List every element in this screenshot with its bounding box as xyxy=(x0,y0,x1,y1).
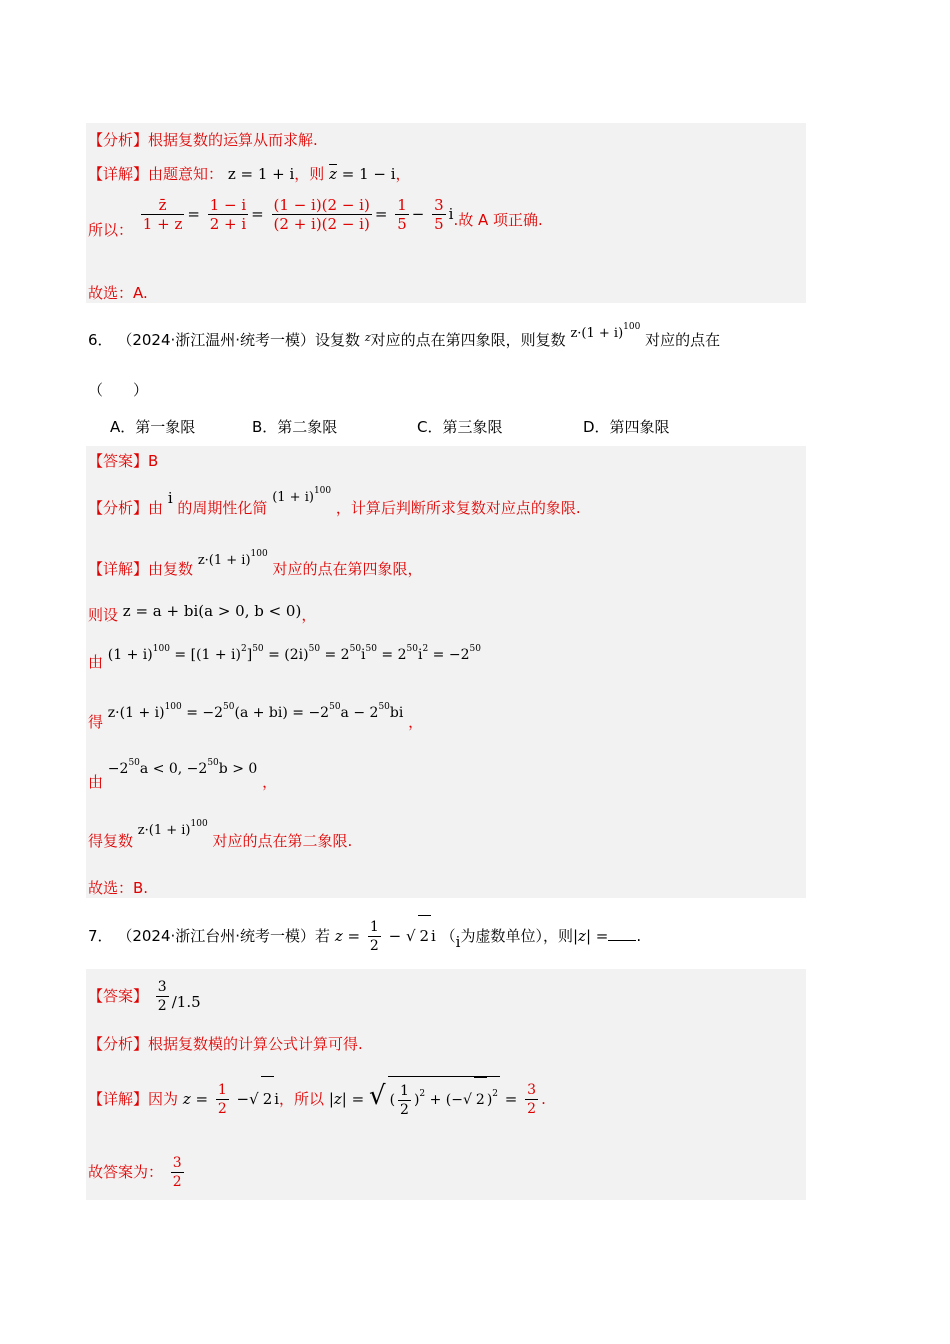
conclusion-text: .故 A 项正确. xyxy=(453,211,543,229)
q6-analysis-line: 【分析】由 i 的周期性化简 $(1 + i)^{100}$ ，计算后判断所求复数对应点的象限. xyxy=(88,486,581,517)
detail-result-fraction: $\frac{3}{2}$ xyxy=(527,1082,537,1117)
fraction-one-fifth: $\frac{1}{5}$ xyxy=(397,196,407,233)
option-d[interactable]: D．第四象限 xyxy=(583,418,670,436)
one-half-fraction: $\frac{1}{2}$ xyxy=(369,919,379,954)
z-bar: $\overline{z}$ xyxy=(329,165,337,183)
answer-tag: 【答案】 xyxy=(88,452,149,470)
detail-expression: $z\cdot(1 + i)^{100}$ xyxy=(197,549,268,568)
q6-get-line: 得 $z\cdot(1 + i)^{100} = -2^{50}(a + bi) = -2^{50}a - 2^{50}bi$ ， xyxy=(88,702,424,731)
q6-choice-line: 故选：B. xyxy=(88,879,149,897)
detail-tag: 【详解】 xyxy=(88,165,149,183)
q7-final-line: 故答案为： $\frac{3}{2}$ xyxy=(88,1155,182,1190)
fraction-1mi-over-2pi: $\frac{1 - i}{2 + i}$ xyxy=(209,196,247,233)
p5-detail-line xyxy=(88,164,411,184)
detail-half-fraction: $\frac{1}{2}$ xyxy=(217,1082,227,1117)
choice-text: 故选：A. xyxy=(88,284,148,302)
q7-answer-line: 【答案】 $\frac{3}{2}$ /1.5 xyxy=(88,979,201,1014)
final-fraction: $\frac{3}{2}$ xyxy=(172,1155,182,1190)
q7-detail-line: 【详解】因为 z = $\frac{1}{2}$ −√ 2 i，所以 |z| = √ ( $\frac{1}{2}$ )$^2$ + (−√ 2 )$^2$ = $\frac{3}{2}$ . xyxy=(88,1074,546,1122)
expression: $z\cdot(1 + i)^{100}$ xyxy=(570,322,641,341)
answer-alt: /1.5 xyxy=(171,993,201,1011)
q6-paren: （ ） xyxy=(88,381,149,399)
so-text: 所以： xyxy=(88,221,134,239)
answer-fraction: $\frac{3}{2}$ xyxy=(157,979,167,1014)
q7-analysis-line: 【分析】根据复数模的计算公式计算可得. xyxy=(88,1035,363,1053)
fraction-product: $\frac{(1 - i)(2 - i)}{(2 + i)(2 - i)}$ xyxy=(273,196,370,233)
final-expression: $z\cdot(1 + i)^{100}$ xyxy=(137,819,208,838)
p5-so-line: 所以： $\frac{z̄}{1 + z}$ = $\frac{1 - i}{2 + i}$ = $\frac{(1 - i)(2 - i)}{(2 + i)(2 - i)}$ = $\frac{1}{5}$ − $\frac{3}{5}$ i.故 A 项正确. xyxy=(88,196,543,239)
z-variable: z xyxy=(364,331,371,344)
fraction-three-fifths: $\frac{3}{5}$ xyxy=(434,196,444,233)
q6-power-line: 由 $(1 + i)^{100} = [(1 + i)^2]^{50} = (2i)^{50} = 2^{50}i^{50} = 2^{50}i^2 = -2^{50}$ xyxy=(88,644,481,671)
option-b[interactable]: B．第二象限 xyxy=(252,418,338,436)
answer-blank[interactable] xyxy=(608,926,636,941)
set-expression: z = a + bi(a > 0, b < 0) xyxy=(122,602,302,620)
answer-value: B xyxy=(148,452,159,470)
question-source: （2024·浙江温州·统考一模） xyxy=(117,331,316,349)
equation-zbar: = 1 − i xyxy=(336,165,396,183)
q6-detail-line: 【详解】由复数 $z\cdot(1 + i)^{100}$ 对应的点在第四象限， xyxy=(88,549,423,578)
q7-question-line: 7． （2024·浙江台州·统考一模）若 z = $\frac{1}{2}$ − √ 2 i （i为虚数单位），则|z| = . xyxy=(88,915,641,956)
q6-final-line: 得复数 $z\cdot(1 + i)^{100}$ 对应的点在第二象限. xyxy=(88,819,353,850)
question-text-c: 对应的点在 xyxy=(645,331,721,349)
get-expression: $z\cdot(1 + i)^{100} = -2^{50}(a + bi) = -2^{50}a - 2^{50}bi$ xyxy=(107,702,404,721)
question-number: 6． xyxy=(88,331,113,349)
q6-question-line xyxy=(88,322,721,352)
power-expression: $(1 + i)^{100} = [(1 + i)^2]^{50} = (2i)^{50} = 2^{50}i^{50} = 2^{50}i^2 = -2^{50}$ xyxy=(107,644,481,663)
comma: ， xyxy=(395,165,411,183)
analysis-tag: 【分析】 xyxy=(88,131,149,149)
question-text-a: 设复数 xyxy=(315,331,361,349)
inequality-expression: $-2^{50}a < 0$, $-2^{50}b > 0$ xyxy=(107,758,258,777)
then-text: ，则 xyxy=(294,165,325,183)
detail-prefix: 由题意知： xyxy=(148,165,224,183)
analysis-expression: $(1 + i)^{100}$ xyxy=(272,486,332,505)
p5-analysis-line xyxy=(88,130,318,150)
modulus-sqrt: √ xyxy=(368,1081,386,1111)
analysis-text: 根据复数的运算从而求解. xyxy=(148,131,318,149)
question-text-b: 对应的点在第四象限，则复数 xyxy=(370,331,566,349)
option-a[interactable]: A．第一象限 xyxy=(110,418,196,436)
q6-by2-line: 由 $-2^{50}a < 0$, $-2^{50}b > 0$ ， xyxy=(88,758,278,791)
q6-set-line: 则设 z = a + bi(a > 0, b < 0)， xyxy=(88,602,317,624)
q6-answer-line xyxy=(88,451,158,471)
equation-z: z = 1 + i xyxy=(227,165,295,183)
p5-choice-line xyxy=(88,283,148,303)
fraction-zbar-over-1pz: $\frac{z̄}{1 + z}$ xyxy=(142,196,183,233)
option-c[interactable]: C．第三象限 xyxy=(417,418,503,436)
